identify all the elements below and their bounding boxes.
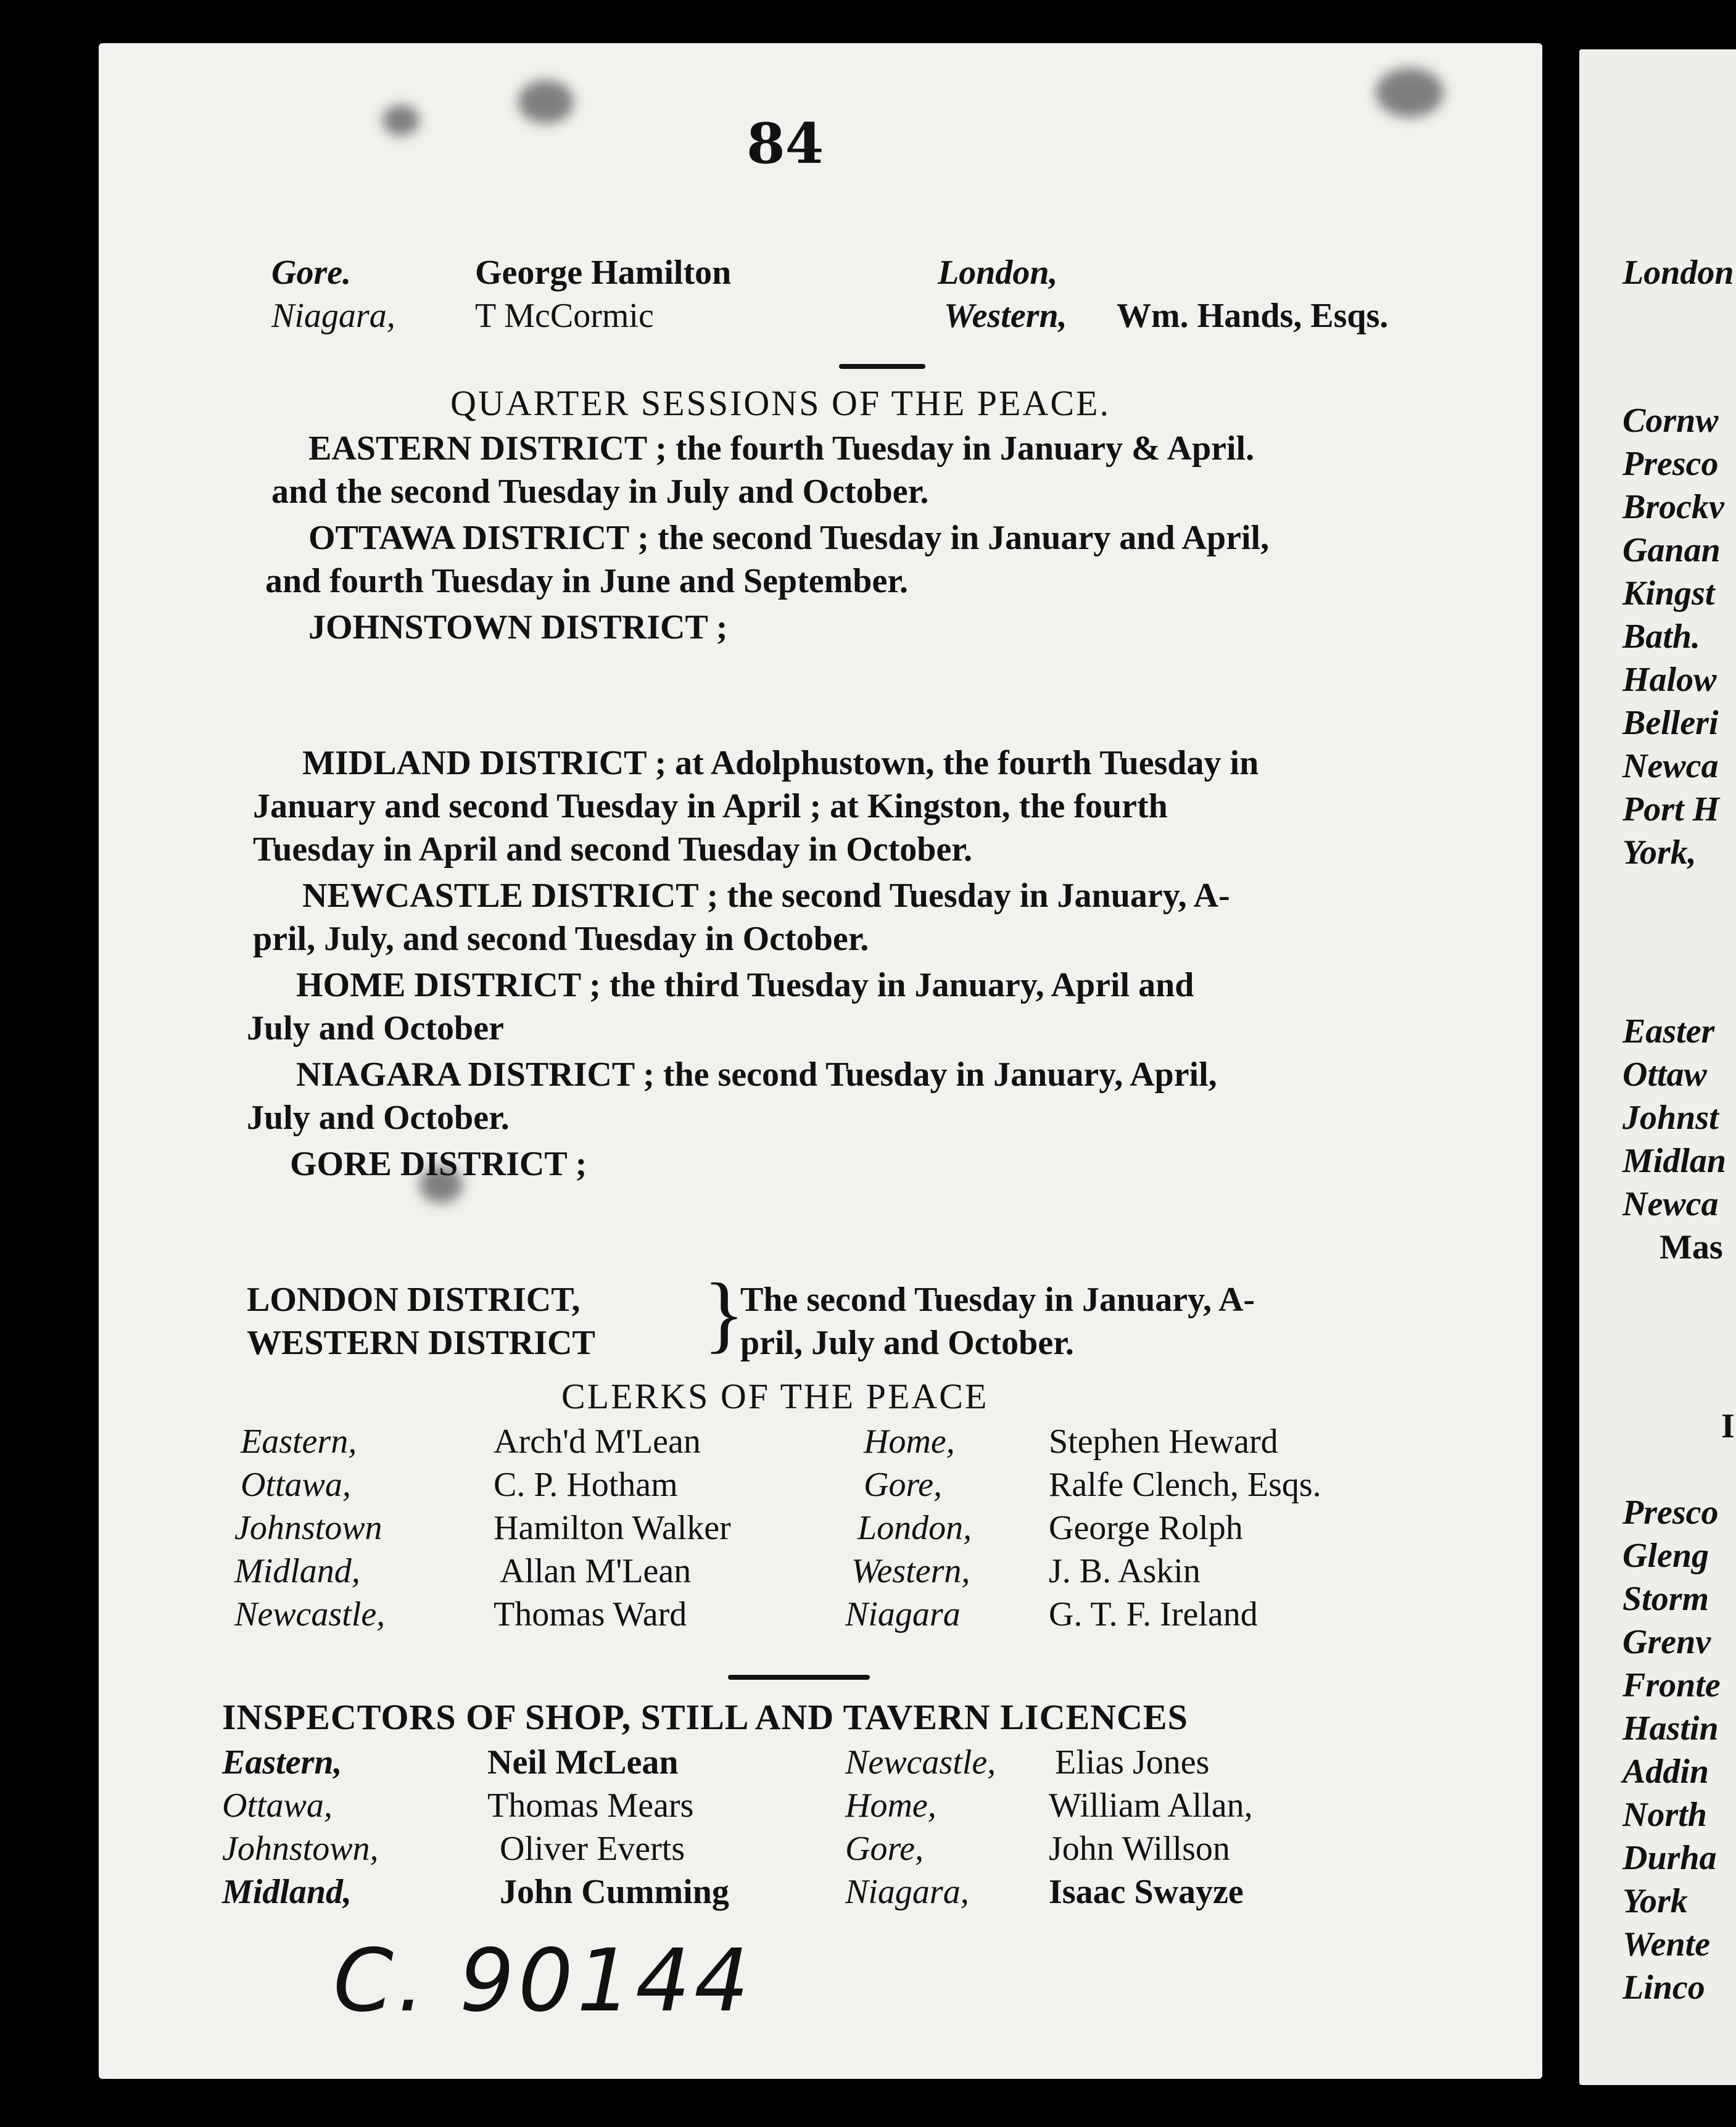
adjacent-text: Presco [1622,1493,1719,1532]
handwritten-reference-number: C. 90144 [333,1931,753,2031]
official-name: Allan M'Lean [500,1552,692,1590]
text-line: MIDLAND DISTRICT ; at Adolphustown, the fourth Tuesday in [302,744,1259,782]
official-name: G. T. F. Ireland [1049,1595,1258,1633]
text-line: EASTERN DISTRICT ; the fourth Tuesday in January & April. [308,429,1255,468]
official-name: C. P. Hotham [494,1466,678,1504]
adjacent-text: Wente [1622,1925,1711,1964]
official-name: John Cumming [500,1873,729,1911]
adjacent-text: Cornw [1622,402,1719,440]
district-label: London, [858,1509,972,1547]
text-line: The second Tuesday in January, A- [740,1281,1255,1319]
text-line: NIAGARA DISTRICT ; the second Tuesday in January, April, [296,1055,1217,1094]
district-label: Home, [864,1423,955,1461]
page-gutter [1542,43,1579,2085]
official-name: Hamilton Walker [494,1509,731,1547]
section-heading: CLERKS OF THE PEACE [561,1376,989,1416]
page-number: 84 [746,111,824,176]
text-line: and fourth Tuesday in June and September. [265,562,909,600]
text-line: JOHNSTOWN DISTRICT ; [308,608,728,646]
text-line: HOME DISTRICT ; the third Tuesday in January, April and [296,966,1194,1004]
section-heading: INSPECTORS OF SHOP, STILL AND TAVERN LICENCES [222,1697,1188,1737]
ink-smudge [382,105,420,136]
official-name: George Rolph [1049,1509,1243,1547]
ink-smudge [1376,68,1444,117]
official-name: John Willson [1049,1830,1230,1868]
district-label: Western, [851,1552,970,1590]
adjacent-text: Bath. [1622,617,1701,656]
district-label: Niagara [845,1595,961,1633]
district-label: Eastern, [241,1423,357,1461]
adjacent-text: I [1721,1407,1735,1445]
official-name: T McCormic [475,297,654,335]
adjacent-text: Hastin [1622,1709,1719,1748]
official-name: Arch'd M'Lean [494,1423,701,1461]
official-name: Thomas Ward [494,1595,687,1633]
official-name: Wm. Hands, Esqs. [1117,297,1389,335]
adjacent-text: Storm [1622,1580,1709,1618]
text-line: GORE DISTRICT ; [290,1145,587,1183]
adjacent-text: Belleri [1622,704,1719,742]
official-name: J. B. Askin [1049,1552,1201,1590]
adjacent-page-strip [1579,49,1736,2085]
adjacent-text: Addin [1622,1753,1709,1791]
section-heading: QUARTER SESSIONS OF THE PEACE. [450,383,1110,423]
official-name: Isaac Swayze [1049,1873,1244,1911]
district-label: Newcastle, [845,1743,996,1782]
section-rule [728,1675,870,1680]
district-label: London, [938,254,1058,292]
adjacent-text: Halow [1622,661,1717,699]
text-line: July and October. [247,1099,510,1137]
district-label: Johnstown, [222,1830,379,1868]
official-name: William Allan, [1049,1786,1253,1825]
adjacent-text: Midlan [1622,1142,1727,1180]
adjacent-text: Durha [1622,1839,1717,1877]
adjacent-text: Mas [1660,1228,1723,1266]
district-label: Ottawa, [222,1786,333,1825]
district-label: Newcastle, [234,1595,386,1633]
ink-smudge [518,80,574,123]
district-label: Ottawa, [241,1466,351,1504]
adjacent-text: York [1622,1882,1688,1920]
adjacent-text: London [1622,254,1734,292]
district-label: Western, [944,297,1067,335]
district-label: Midland, [222,1873,352,1911]
adjacent-text: Newca [1622,747,1719,785]
district-label: WESTERN DISTRICT [247,1324,595,1362]
adjacent-text: Kingst [1622,574,1715,613]
district-label: Gore, [845,1830,924,1868]
adjacent-text: Johnst [1622,1099,1719,1137]
brace: } [703,1266,745,1361]
district-label: LONDON DISTRICT, [247,1281,581,1319]
adjacent-text: Fronte [1622,1666,1721,1704]
adjacent-text: Ottaw [1622,1055,1707,1094]
text-line: Tuesday in April and second Tuesday in October. [253,830,973,869]
district-label: Midland, [234,1552,360,1590]
district-label: Gore, [864,1466,943,1504]
district-label: Johnstown [234,1509,382,1547]
adjacent-text: Ganan [1622,531,1721,569]
text-line: NEWCASTLE DISTRICT ; the second Tuesday in January, A- [302,877,1230,915]
official-name: Neil McLean [487,1743,679,1782]
adjacent-text: North [1622,1796,1707,1834]
adjacent-text: York, [1622,833,1697,872]
district-label: Gore. [271,254,352,292]
text-line: July and October [247,1009,504,1047]
adjacent-text: Easter [1622,1012,1715,1051]
adjacent-text: Presco [1622,445,1719,483]
text-line: and the second Tuesday in July and October. [271,473,929,511]
official-name: Ralfe Clench, Esqs. [1049,1466,1321,1504]
official-name: Elias Jones [1055,1743,1210,1782]
official-name: Stephen Heward [1049,1423,1278,1461]
district-label: Niagara, [271,297,395,335]
text-line: January and second Tuesday in April ; at Kingston, the fourth [253,787,1168,825]
district-label: Eastern, [222,1743,342,1782]
district-label: Home, [845,1786,936,1825]
text-line: pril, July and October. [740,1324,1074,1362]
text-line: OTTAWA DISTRICT ; the second Tuesday in January and April, [308,519,1270,557]
official-name: Thomas Mears [487,1786,694,1825]
adjacent-text: Grenv [1622,1623,1711,1661]
adjacent-text: Brockv [1622,488,1724,526]
adjacent-text: Linco [1622,1968,1705,2007]
text-line: pril, July, and second Tuesday in October. [253,920,869,958]
adjacent-text: Port H [1622,790,1720,828]
official-name: George Hamilton [475,254,732,292]
adjacent-text: Gleng [1622,1537,1709,1575]
adjacent-text: Newca [1622,1185,1719,1223]
district-label: Niagara, [845,1873,969,1911]
official-name: Oliver Everts [500,1830,685,1868]
section-rule [839,364,925,369]
